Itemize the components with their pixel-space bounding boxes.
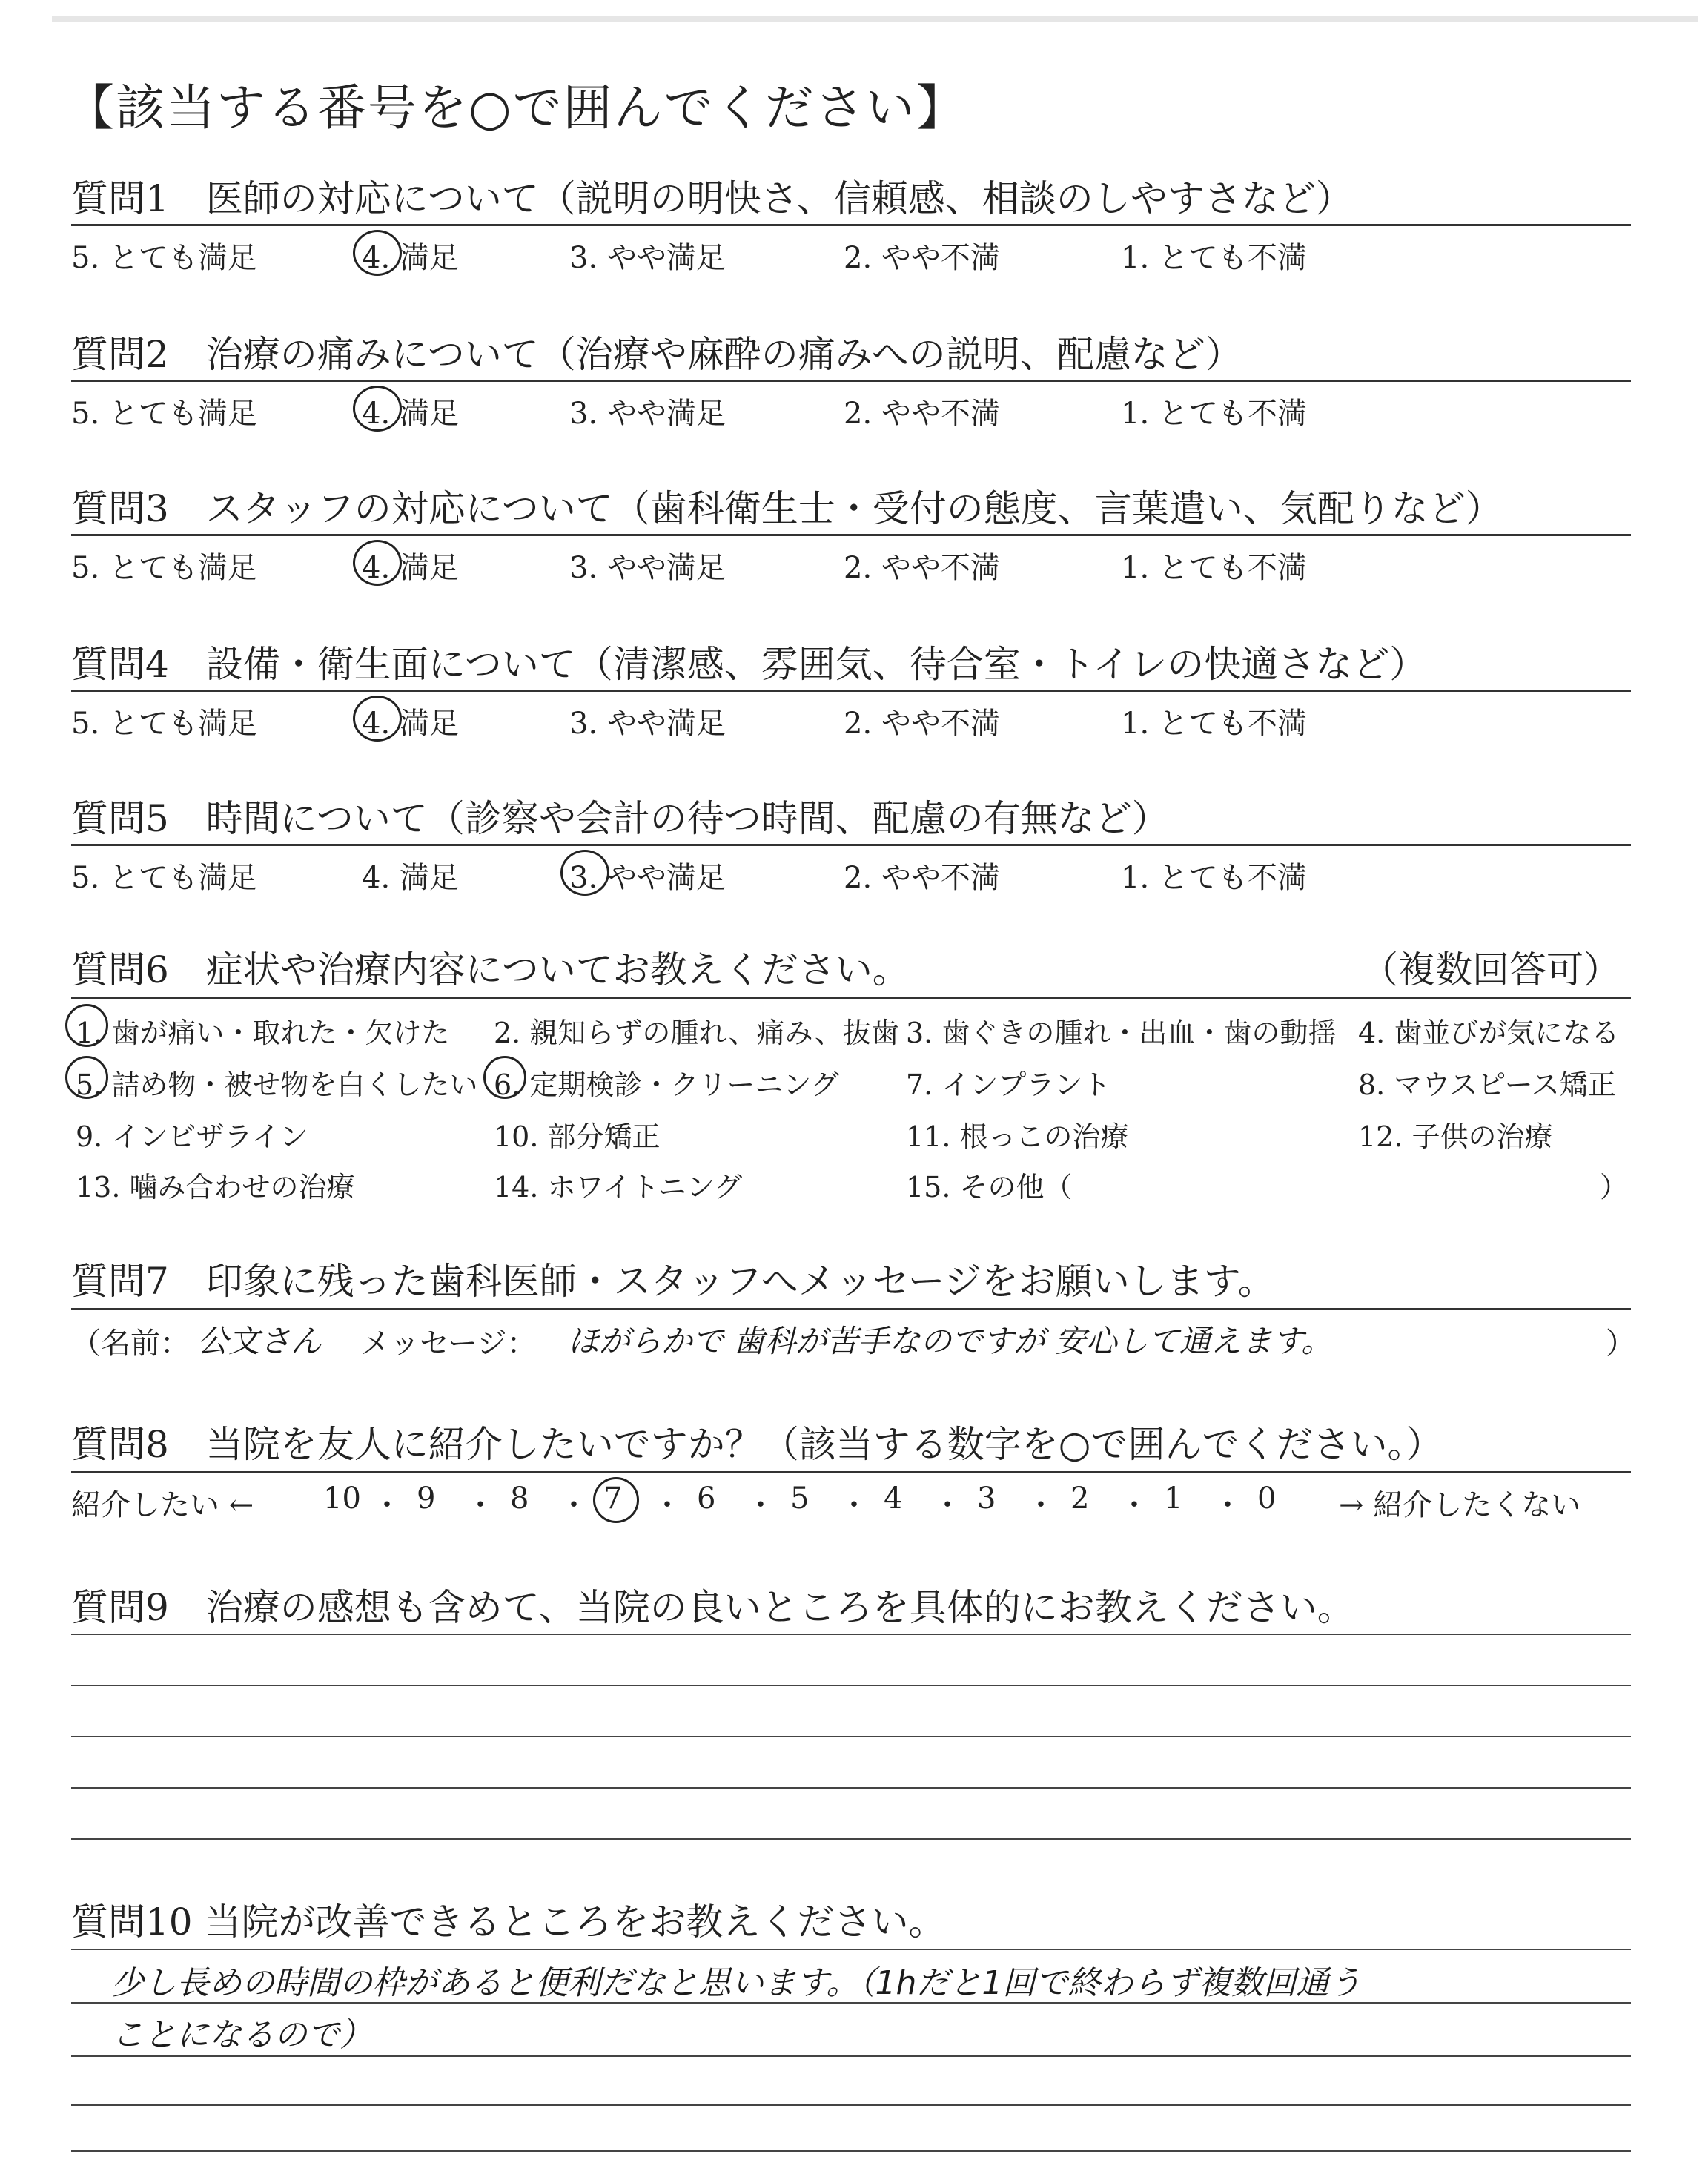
recommend-right-label: → 紹介したくない bbox=[1339, 1488, 1581, 1522]
scale-separator: ・ bbox=[559, 1488, 589, 1522]
symptom-option[interactable]: 11. 根っこの治療 bbox=[906, 1120, 1129, 1153]
question-8-rule bbox=[71, 1471, 1631, 1473]
symptom-option[interactable]: 14. ホワイトニング bbox=[494, 1171, 743, 1203]
scale-value[interactable]: 0 bbox=[1257, 1482, 1277, 1516]
question-5-title: 質問5 時間について（診察や会計の待つ時間、配慮の有無など） bbox=[71, 797, 1169, 840]
scale-separator: ・ bbox=[933, 1488, 962, 1522]
scale-value[interactable]: 8 bbox=[510, 1482, 529, 1516]
selection-circle bbox=[353, 386, 402, 432]
question-7 bbox=[71, 1252, 1635, 1361]
question-4-title: 質問4 設備・衛生面について（清潔感、雰囲気、待合室・トイレの快適さなど） bbox=[71, 643, 1427, 686]
answer-line[interactable] bbox=[71, 2104, 1631, 2106]
question-10 bbox=[71, 1892, 1631, 1944]
question-4-rule bbox=[71, 690, 1631, 692]
question-8-title: 質問8 当院を友人に紹介したいですか？（該当する数字を○で囲んでください。） bbox=[71, 1423, 1443, 1466]
symptom-option[interactable]: 12. 子供の治療 bbox=[1358, 1120, 1553, 1153]
question-10-title: 質問10 当院が改善できるところをお教えください。 bbox=[71, 1900, 946, 1943]
message-close: ） bbox=[1606, 1327, 1635, 1361]
recommend-left-label: 紹介したい ← bbox=[71, 1488, 254, 1522]
question-1-rule bbox=[71, 224, 1631, 226]
rating-option[interactable]: 1. とても不満 bbox=[1121, 551, 1307, 585]
question-5 bbox=[71, 789, 1631, 893]
instructions-header: 【該当する番号を○で囲んでください】 bbox=[65, 79, 967, 136]
symptom-option[interactable]: 2. 親知らずの腫れ、痛み、抜歯 bbox=[494, 1017, 899, 1049]
rating-option[interactable]: 5. とても満足 bbox=[71, 551, 257, 585]
symptom-option[interactable]: 10. 部分矯正 bbox=[494, 1120, 661, 1153]
question-6-note: （複数回答可） bbox=[1361, 948, 1621, 991]
message-value[interactable]: ほがらかで 歯科が苦手なのですが 安心して通えます。 bbox=[568, 1323, 1333, 1359]
name-label: （名前： bbox=[71, 1327, 190, 1361]
rating-option[interactable]: 2. やや不満 bbox=[844, 551, 1000, 585]
scale-value[interactable]: 4 bbox=[884, 1482, 903, 1516]
rating-option[interactable]: 5. とても満足 bbox=[71, 707, 257, 741]
question-9 bbox=[71, 1578, 1631, 1630]
answer-line[interactable] bbox=[71, 2002, 1631, 2004]
rating-option[interactable]: 3. やや満足 bbox=[569, 397, 726, 431]
name-value[interactable]: 公文さん bbox=[197, 1323, 322, 1359]
answer-line[interactable] bbox=[71, 1838, 1631, 1840]
question-7-rule bbox=[71, 1308, 1631, 1310]
question-2-title: 質問2 治療の痛みについて（治療や麻酔の痛みへの説明、配慮など） bbox=[71, 333, 1242, 376]
rating-option[interactable]: 2. やや不満 bbox=[844, 861, 1000, 895]
question-7-title: 質問7 印象に残った歯科医師・スタッフへメッセージをお願いします。 bbox=[71, 1260, 1275, 1303]
rating-option[interactable]: 5. とても満足 bbox=[71, 241, 257, 275]
rating-option[interactable]: 5. とても満足 bbox=[71, 397, 257, 431]
scale-value[interactable]: 2 bbox=[1070, 1482, 1090, 1516]
rating-option[interactable]: 3. やや満足 bbox=[569, 241, 726, 275]
rating-option[interactable]: 5. とても満足 bbox=[71, 861, 257, 895]
selection-circle bbox=[65, 1004, 108, 1047]
question-3 bbox=[71, 479, 1631, 583]
scale-separator: ・ bbox=[466, 1488, 495, 1522]
selection-circle bbox=[353, 696, 402, 742]
answer-line[interactable] bbox=[71, 1685, 1631, 1686]
scale-separator: ・ bbox=[1213, 1488, 1242, 1522]
symptom-option[interactable]: 3. 歯ぐきの腫れ・出血・歯の動揺 bbox=[906, 1017, 1337, 1049]
rating-option[interactable]: 1. とても不満 bbox=[1121, 241, 1307, 275]
selection-circle bbox=[560, 850, 609, 896]
scale-separator: ・ bbox=[746, 1488, 775, 1522]
message-label: メッセージ： bbox=[360, 1327, 537, 1361]
rating-option[interactable]: 1. とても不満 bbox=[1121, 861, 1307, 895]
scale-value[interactable]: 5 bbox=[790, 1482, 810, 1516]
selection-circle bbox=[353, 230, 402, 276]
symptom-option[interactable]: 8. マウスピース矯正 bbox=[1358, 1069, 1616, 1101]
symptom-option[interactable]: 4. 歯並びが気になる bbox=[1358, 1017, 1620, 1049]
rating-option[interactable]: 3. やや満足 bbox=[569, 707, 726, 741]
scale-value[interactable]: 1 bbox=[1164, 1482, 1183, 1516]
rating-option[interactable]: 3. やや満足 bbox=[569, 551, 726, 585]
question-8 bbox=[71, 1415, 1631, 1522]
rating-option[interactable]: 2. やや不満 bbox=[844, 241, 1000, 275]
scale-value[interactable]: 6 bbox=[697, 1482, 716, 1516]
scale-value[interactable]: 9 bbox=[417, 1482, 436, 1516]
question-5-rule bbox=[71, 844, 1631, 846]
answer-line[interactable] bbox=[71, 1787, 1631, 1789]
question-1 bbox=[71, 169, 1631, 273]
question-6-rule bbox=[71, 997, 1631, 999]
rating-option[interactable]: 3. やや満足 bbox=[569, 861, 726, 895]
symptom-option[interactable]: 9. インビザライン bbox=[76, 1120, 308, 1153]
scale-separator: ・ bbox=[1026, 1488, 1056, 1522]
answer-line[interactable] bbox=[71, 1736, 1631, 1737]
answer-line[interactable] bbox=[71, 2150, 1631, 2152]
selection-circle bbox=[483, 1056, 526, 1099]
rating-option[interactable]: 2. やや不満 bbox=[844, 397, 1000, 431]
scale-separator: ・ bbox=[652, 1488, 682, 1522]
question-3-title: 質問3 スタッフの対応について（歯科衛生士・受付の態度、言葉遣い、気配りなど） bbox=[71, 487, 1503, 530]
answer-line[interactable] bbox=[71, 1949, 1631, 1950]
rating-option[interactable]: 4. 満足 bbox=[362, 551, 459, 585]
rating-option[interactable]: 4. 満足 bbox=[362, 397, 459, 431]
scale-value[interactable]: 10 bbox=[323, 1482, 361, 1516]
rating-option[interactable]: 2. やや不満 bbox=[844, 707, 1000, 741]
question-6 bbox=[71, 940, 1631, 1207]
question-1-title: 質問1 医師の対応について（説明の明快さ、信頼感、相談のしやすさなど） bbox=[71, 177, 1353, 220]
question-2-rule bbox=[71, 380, 1631, 382]
symptom-option[interactable]: 13. 噛み合わせの治療 bbox=[76, 1171, 355, 1203]
answer-line[interactable] bbox=[71, 2055, 1631, 2057]
scale-separator: ・ bbox=[839, 1488, 869, 1522]
scale-value[interactable]: 3 bbox=[977, 1482, 996, 1516]
rating-option[interactable]: 1. とても不満 bbox=[1121, 707, 1307, 741]
rating-option[interactable]: 4. 満足 bbox=[362, 861, 459, 895]
symptom-option: ） bbox=[1600, 1171, 1629, 1203]
scale-value[interactable]: 7 bbox=[603, 1482, 623, 1516]
symptom-option[interactable]: 15. その他（ bbox=[906, 1171, 1073, 1203]
rating-option[interactable]: 4. 満足 bbox=[362, 707, 459, 741]
symptom-option[interactable]: 5. 詰め物・被せ物を白くしたい bbox=[76, 1069, 478, 1101]
selection-circle bbox=[353, 540, 402, 586]
symptom-option[interactable]: 1. 歯が痛い・取れた・欠けた bbox=[76, 1017, 450, 1049]
scan-top-edge bbox=[52, 16, 1698, 22]
question-3-rule bbox=[71, 534, 1631, 536]
rating-option[interactable]: 1. とても不満 bbox=[1121, 397, 1307, 431]
answer-line[interactable] bbox=[71, 1634, 1631, 1635]
improvement-answer-line-1[interactable]: 少し長めの時間の枠があると便利だなと思います。（1hだと1回で終わらず複数回通う bbox=[111, 1964, 1362, 2002]
rating-option[interactable]: 4. 満足 bbox=[362, 241, 459, 275]
symptom-option[interactable]: 6. 定期検診・クリーニング bbox=[494, 1069, 839, 1101]
scale-separator: ・ bbox=[1119, 1488, 1149, 1522]
question-6-title: 質問6 症状や治療内容についてお教えください。 bbox=[71, 948, 910, 991]
selection-circle bbox=[65, 1056, 108, 1099]
question-2 bbox=[71, 325, 1631, 429]
question-4 bbox=[71, 635, 1631, 739]
scale-separator: ・ bbox=[372, 1488, 402, 1522]
selection-circle bbox=[593, 1477, 639, 1523]
improvement-answer-line-2[interactable]: ことになるので） bbox=[111, 2016, 372, 2054]
symptom-option[interactable]: 7. インプラント bbox=[906, 1069, 1111, 1101]
question-9-title: 質問9 治療の感想も含めて、当院の良いところを具体的にお教えください。 bbox=[71, 1586, 1354, 1629]
